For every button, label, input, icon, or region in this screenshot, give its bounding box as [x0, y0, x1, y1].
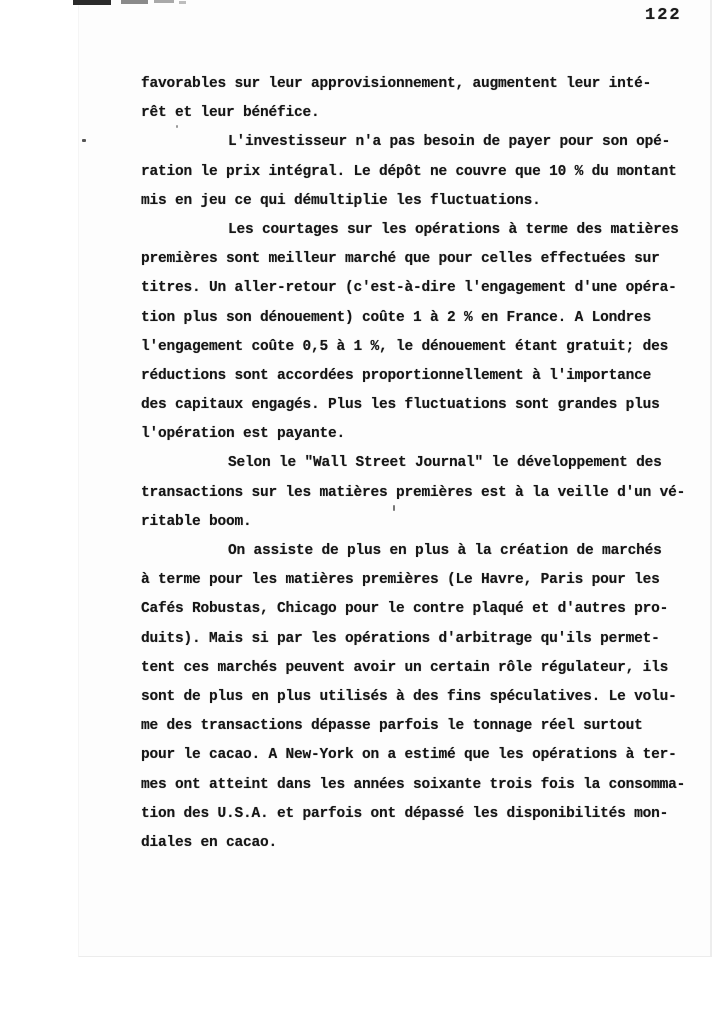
- text-line: On assiste de plus en plus à la création de marchés: [228, 543, 662, 559]
- text-line: Cafés Robustas, Chicago pour le contre plaqué et d'autres pro-: [141, 601, 669, 618]
- text-line: à terme pour les matières premières (Le Havre, Paris pour les: [141, 572, 660, 589]
- scan-artifact: [154, 0, 174, 3]
- text-line: tion plus son dénouement) coûte 1 à 2 % en France. A Londres: [141, 309, 652, 326]
- scan-artifact: [121, 0, 148, 4]
- text-line: transactions sur les matières premières est à la veille d'un vé-: [141, 484, 686, 501]
- text-line: mis en jeu ce qui démultiplie les fluctuations.: [141, 192, 541, 209]
- scan-artifact: [73, 0, 111, 5]
- text-line: réductions sont accordées proportionnellement à l'importance: [141, 367, 652, 384]
- page-number: 122: [645, 6, 682, 25]
- text-line: me des transactions dépasse parfois le tonnage réel surtout: [141, 718, 643, 735]
- scan-artifact: [179, 1, 186, 4]
- text-line: Selon le "Wall Street Journal" le développement des: [228, 455, 662, 472]
- text-line: ration le prix intégral. Le dépôt ne couvre que 10 % du montant: [141, 163, 677, 180]
- text-line: duits). Mais si par les opérations d'arbitrage qu'ils permet-: [141, 630, 660, 647]
- text-line: Les courtages sur les opérations à terme des matières: [228, 221, 679, 238]
- text-line: pour le cacao. A New-York on a estimé que les opérations à ter-: [141, 747, 677, 764]
- text-line: L'investisseur n'a pas besoin de payer pour son opé-: [228, 134, 671, 151]
- text-line: sont de plus en plus utilisés à des fins spéculatives. Le volu-: [141, 688, 677, 705]
- text-line: l'opération est payante.: [141, 426, 346, 443]
- text-line: mes ont atteint dans les années soixante trois fois la consomma-: [141, 776, 686, 793]
- text-line: titres. Un aller-retour (c'est-à-dire l'engagement d'une opéra-: [141, 280, 677, 297]
- text-line: des capitaux engagés. Plus les fluctuations sont grandes plus: [141, 397, 660, 414]
- text-line: premières sont meilleur marché que pour celles effectuées sur: [141, 251, 660, 268]
- text-line: ritable boom.: [141, 513, 252, 530]
- text-line: tent ces marchés peuvent avoir un certain rôle régulateur, ils: [141, 659, 669, 676]
- body-text: [141, 70, 701, 858]
- text-line: rêt et leur bénéfice.: [141, 105, 320, 122]
- text-line: favorables sur leur approvisionnement, augmentent leur inté-: [141, 76, 652, 92]
- text-line: l'engagement coûte 0,5 à 1 %, le dénouement étant gratuit; des: [141, 338, 669, 355]
- text-line: diales en cacao.: [141, 834, 278, 851]
- text-line: tion des U.S.A. et parfois ont dépassé les disponibilités mon-: [141, 805, 669, 822]
- scan-speck: [82, 139, 86, 142]
- scanned-page: [78, 0, 712, 957]
